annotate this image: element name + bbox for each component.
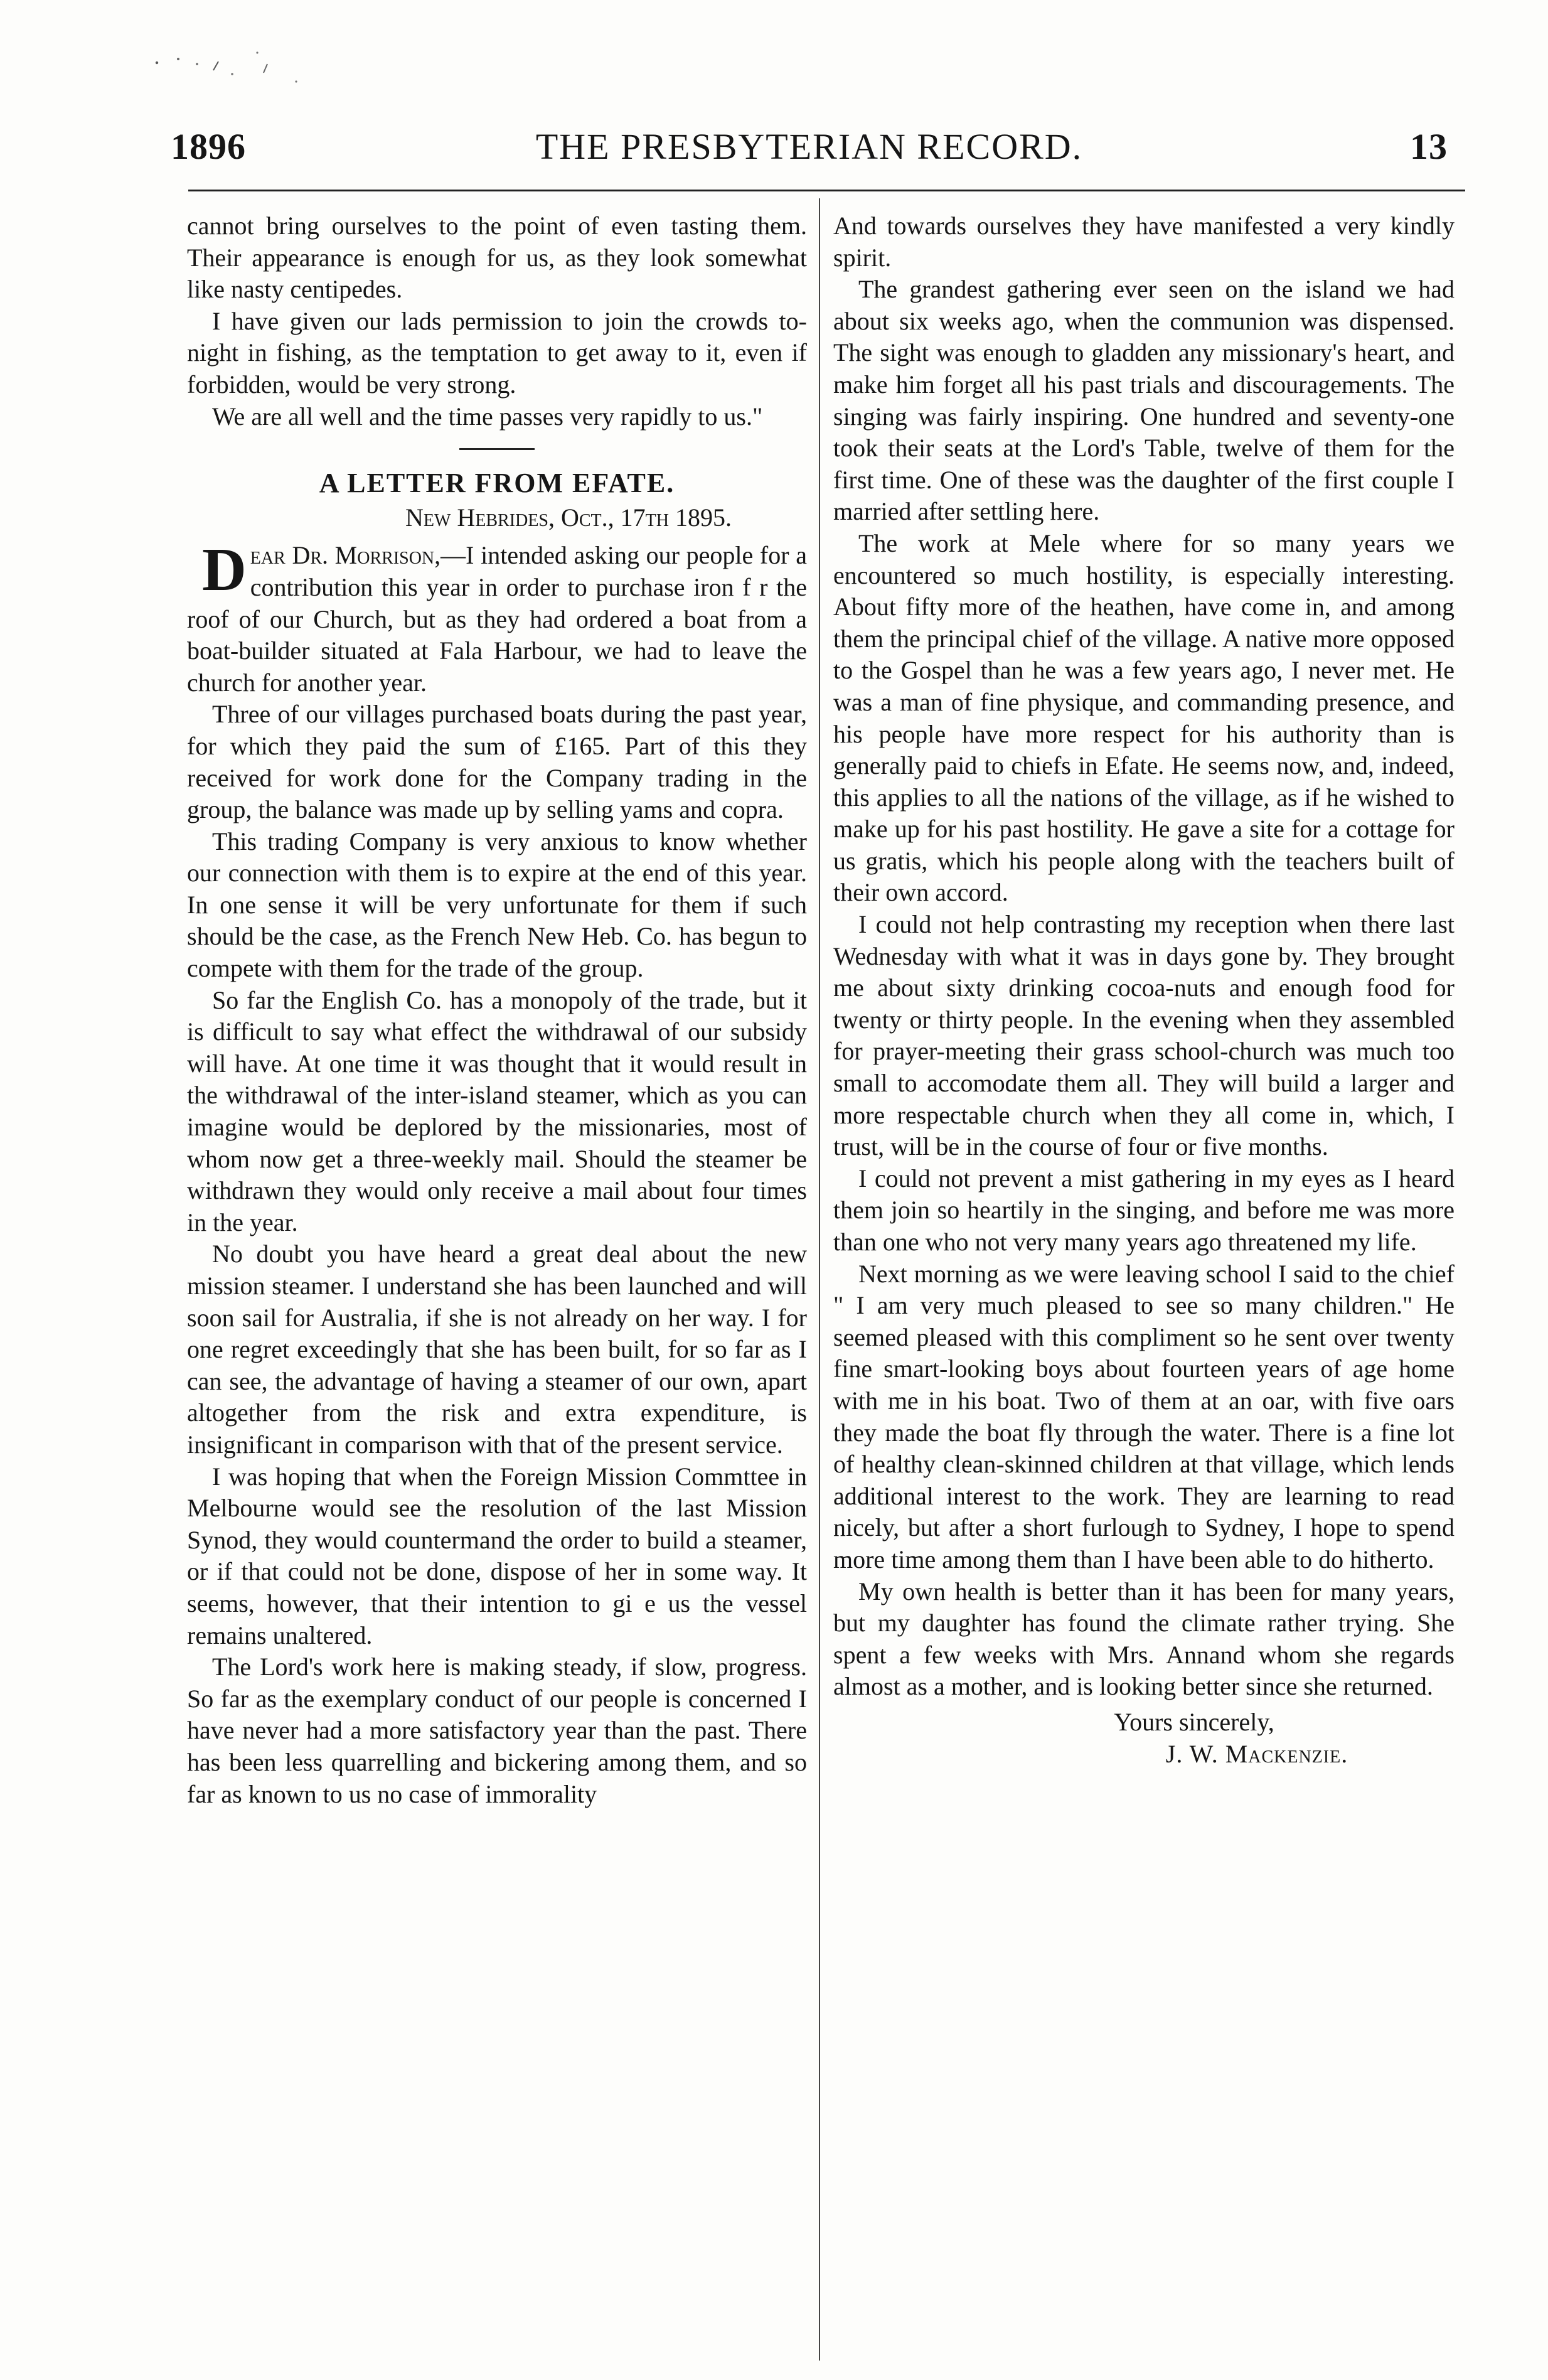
continuation-paragraph: And towards ourselves they have manifested a very kindly spirit. xyxy=(833,212,1455,272)
paragraph: We are all well and the time passes very rapidly to us." xyxy=(212,402,763,431)
drop-cap-initial: D xyxy=(202,536,247,604)
paragraph: I could not prevent a mist gathering in my eyes as I heard them join so heartily in the singing, and before me was more than one who not very many years ago threatened my life. xyxy=(833,1164,1455,1256)
article-heading: A LETTER FROM EFATE. xyxy=(319,468,675,499)
paragraph: Three of our villages purchased boats during the past year, for which they paid the sum of £165. Part of this they received for work done for the Company trading in the group, the balance was made up by selling yams and copra. xyxy=(187,700,807,824)
paragraph: The grandest gathering ever seen on the island we had about six weeks ago, when the communion was dispensed. The sight was enough to gladden any missionary's heart, and make him forget all his past trials and discouragements. The singing was fairly inspiring. One hundred and seventy-one took their seats at the Lord's Table, twelve of them for the first time. One of these was the daughter of the first couple I married after settling here. xyxy=(833,275,1455,526)
paragraph: So far the English Co. has a monopoly of the trade, but it is difficult to say what effect the withdrawal of our subsidy will have. At one time it was thought that it would result in the withdrawal of the inter-island steamer, which as you can imagine would be deplored by the missionaries, most of whom now get a three-weekly mail. Should the steamer be withdrawn they would only receive a mail about four times in the year. xyxy=(187,985,807,1236)
paragraph: No doubt you have heard a great deal about the new mission steamer. I understand she has been launched and will soon sail for Australia, if she is not already on her way. I for one regret exceedingly that she has been built, for so far as I can see, the advantage of having a steamer of our own, apart altogether from the risk and extra expenditure, is insignificant in comparison with that of the present service. xyxy=(187,1240,807,1459)
publication-title: THE PRESBYTERIAN RECORD. xyxy=(535,126,1083,167)
paragraph: Next morning as we were leaving school I said to the chief " I am very much pleased to see so many children." He seemed pleased with this compliment so he sent over twenty fine smart-looking boys about fourteen years of age home with me in his boat. Two of them at an oar, with five oars they made the boat fly through the water. There is a fine lot of healthy clean-skinned children at that village, which lends additional interest to the work. They are learning to read nicely, but after a short furlough to Sydney, I hope to spend more time among them than I have been able to do hitherto. xyxy=(833,1259,1455,1573)
right-column xyxy=(833,210,1455,1770)
header-year: 1896 xyxy=(171,126,246,167)
article-dateline: New Hebrides, Oct., 17th 1895. xyxy=(405,503,732,532)
left-column xyxy=(187,210,807,1810)
section-divider xyxy=(459,448,535,450)
paragraph: The work at Mele where for so many years we encountered so much hostility, is especially interesting. About fifty more of the heathen, have come in, and among them the principal chief of the village. A native more opposed to the Gospel than he was a few years ago, I never met. He was a man of fine physique, and commanding presence, and his people have more respect for his authority than is generally paid to chiefs in Efate. He seems now, and, indeed, this applies to all the nations of the village, as if he wished to make up for his past hostility. He gave a site for a cottage for us gratis, which his people along with the teachers built of their own accord. xyxy=(833,528,1455,907)
carryover-paragraph: cannot bring ourselves to the point of even tasting them. Their appearance is enough for us, as they look somewhat like nasty centipedes. xyxy=(187,212,807,304)
page-header xyxy=(171,126,1448,182)
salutation-body: —I intended asking our people for a contribution this year in order to purchase iron f r the roof of our Church, but as they had ordered a boat from a boat-builder situated at Fala Harbour, we had to leave the church for another year. xyxy=(187,541,807,697)
scan-specks xyxy=(151,45,602,83)
header-rule xyxy=(188,190,1465,191)
signature: J. W. Mackenzie. xyxy=(1165,1739,1348,1768)
paragraph: This trading Company is very anxious to know whether our connection with them is to expire at the end of this year. In one sense it will be very unfortunate for them if such should be the case, as the French New Heb. Co. has begun to compete with them for the trade of the group. xyxy=(187,827,807,983)
page-number: 13 xyxy=(1410,126,1448,167)
salutation-paragraph xyxy=(187,536,807,699)
paragraph: I have given our lads permission to join the crowds to-night in fishing, as the temptation to get away to it, even if forbidden, would be very strong. xyxy=(187,306,807,399)
letter-signoff xyxy=(833,1707,1455,1770)
paragraph: I was hoping that when the Foreign Mission Commttee in Melbourne would see the resolution of the last Mission Synod, they would countermand the order to build a steamer, or if that could not be done, dispose of her in some way. It seems, however, that their intention to gi e us the vessel remains unaltered. xyxy=(187,1462,807,1649)
closing-line: Yours sincerely, xyxy=(1114,1707,1274,1736)
paragraph: The Lord's work here is making steady, if slow, progress. So far as the exemplary conduct of our people is concerned I have never had a more satisfactory year than the past. There has been less quarrelling and bickering among them, and so far as known to us no case of immorality xyxy=(187,1653,807,1808)
paragraph: My own health is better than it has been for many years, but my daughter has found the climate rather trying. She spent a few weeks with Mrs. Annand whom she regards almost as a mother, and is looking better since she returned. xyxy=(833,1577,1455,1701)
salutation: ear Dr. Morrison, xyxy=(250,541,441,570)
column-rule xyxy=(819,198,820,2361)
paragraph: I could not help contrasting my reception when there last Wednesday with what it was in days gone by. They brought me about sixty drinking cocoa-nuts and enough food for twenty or thirty people. In the evening when they assembled for prayer-meeting their grass school-church was much too small to accomodate them all. They will build a larger and more respectable church when they all come in, which, I trust, will be in the course of four or five months. xyxy=(833,910,1455,1161)
